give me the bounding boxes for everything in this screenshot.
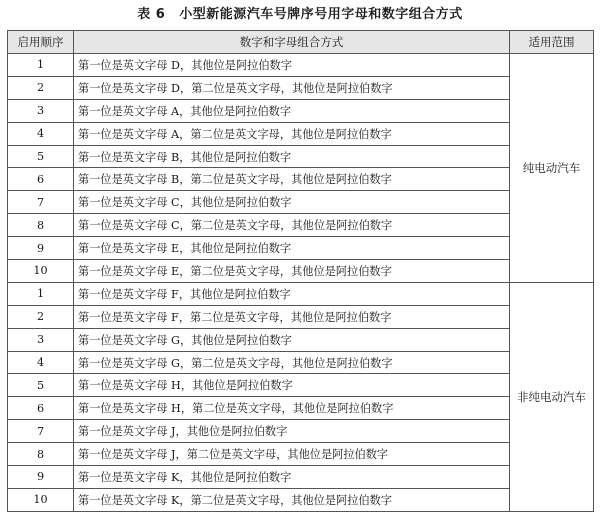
table-row bbox=[8, 260, 594, 283]
order-cell: 9 bbox=[8, 466, 74, 489]
order-cell: 2 bbox=[8, 305, 74, 328]
table-number: 表 6 bbox=[137, 7, 166, 22]
table-row bbox=[8, 214, 594, 237]
order-cell: 1 bbox=[8, 282, 74, 305]
scope-cell-pure-electric: 纯电动汽车 bbox=[510, 54, 594, 283]
combo-cell: 第一位是英文字母 E，其他位是阿拉伯数字 bbox=[74, 237, 510, 260]
combo-cell: 第一位是英文字母 E，第二位是英文字母，其他位是阿拉伯数字 bbox=[74, 260, 510, 283]
table-row bbox=[8, 99, 594, 122]
order-cell: 3 bbox=[8, 328, 74, 351]
table-row bbox=[8, 282, 594, 305]
combo-cell: 第一位是英文字母 K，第二位是英文字母，其他位是阿拉伯数字 bbox=[74, 488, 510, 511]
combo-cell: 第一位是英文字母 G，其他位是阿拉伯数字 bbox=[74, 328, 510, 351]
combo-cell: 第一位是英文字母 J，第二位是英文字母，其他位是阿拉伯数字 bbox=[74, 443, 510, 466]
scope-cell-non-pure-electric: 非纯电动汽车 bbox=[510, 282, 594, 511]
header-scope: 适用范围 bbox=[510, 31, 594, 54]
table-row bbox=[8, 466, 594, 489]
table-row bbox=[8, 168, 594, 191]
table-row bbox=[8, 374, 594, 397]
combo-cell: 第一位是英文字母 F，第二位是英文字母，其他位是阿拉伯数字 bbox=[74, 305, 510, 328]
combo-cell: 第一位是英文字母 H，第二位是英文字母，其他位是阿拉伯数字 bbox=[74, 397, 510, 420]
table-row bbox=[8, 443, 594, 466]
order-cell: 4 bbox=[8, 351, 74, 374]
order-cell: 9 bbox=[8, 237, 74, 260]
order-cell: 3 bbox=[8, 99, 74, 122]
table-row bbox=[8, 237, 594, 260]
order-cell: 5 bbox=[8, 145, 74, 168]
header-row bbox=[8, 31, 594, 54]
combo-cell: 第一位是英文字母 H，其他位是阿拉伯数字 bbox=[74, 374, 510, 397]
table-row bbox=[8, 488, 594, 511]
table-row bbox=[8, 54, 594, 77]
combo-cell: 第一位是英文字母 B，其他位是阿拉伯数字 bbox=[74, 145, 510, 168]
combo-cell: 第一位是英文字母 G，第二位是英文字母，其他位是阿拉伯数字 bbox=[74, 351, 510, 374]
order-cell: 4 bbox=[8, 122, 74, 145]
header-order: 启用顺序 bbox=[8, 31, 74, 54]
table-row bbox=[8, 145, 594, 168]
combo-cell: 第一位是英文字母 C，第二位是英文字母，其他位是阿拉伯数字 bbox=[74, 214, 510, 237]
combo-cell: 第一位是英文字母 A，第二位是英文字母，其他位是阿拉伯数字 bbox=[74, 122, 510, 145]
order-cell: 6 bbox=[8, 397, 74, 420]
table-row bbox=[8, 420, 594, 443]
order-cell: 7 bbox=[8, 420, 74, 443]
combo-cell: 第一位是英文字母 D，第二位是英文字母，其他位是阿拉伯数字 bbox=[74, 76, 510, 99]
combo-cell: 第一位是英文字母 K，其他位是阿拉伯数字 bbox=[74, 466, 510, 489]
order-cell: 8 bbox=[8, 443, 74, 466]
table-row bbox=[8, 328, 594, 351]
plate-combination-table bbox=[7, 30, 594, 512]
table-row bbox=[8, 191, 594, 214]
table-caption bbox=[0, 0, 600, 30]
table-title: 小型新能源汽车号牌序号用字母和数字组合方式 bbox=[179, 7, 463, 22]
combo-cell: 第一位是英文字母 C，其他位是阿拉伯数字 bbox=[74, 191, 510, 214]
order-cell: 2 bbox=[8, 76, 74, 99]
combo-cell: 第一位是英文字母 J，其他位是阿拉伯数字 bbox=[74, 420, 510, 443]
combo-cell: 第一位是英文字母 F，其他位是阿拉伯数字 bbox=[74, 282, 510, 305]
combo-cell: 第一位是英文字母 D，其他位是阿拉伯数字 bbox=[74, 54, 510, 77]
order-cell: 5 bbox=[8, 374, 74, 397]
order-cell: 1 bbox=[8, 54, 74, 77]
table-row bbox=[8, 397, 594, 420]
combo-cell: 第一位是英文字母 A，其他位是阿拉伯数字 bbox=[74, 99, 510, 122]
order-cell: 7 bbox=[8, 191, 74, 214]
order-cell: 6 bbox=[8, 168, 74, 191]
table-row bbox=[8, 76, 594, 99]
header-combo: 数字和字母组合方式 bbox=[74, 31, 510, 54]
table-row bbox=[8, 305, 594, 328]
table-row bbox=[8, 122, 594, 145]
table-row bbox=[8, 351, 594, 374]
combo-cell: 第一位是英文字母 B，第二位是英文字母，其他位是阿拉伯数字 bbox=[74, 168, 510, 191]
order-cell: 8 bbox=[8, 214, 74, 237]
order-cell: 10 bbox=[8, 260, 74, 283]
order-cell: 10 bbox=[8, 488, 74, 511]
